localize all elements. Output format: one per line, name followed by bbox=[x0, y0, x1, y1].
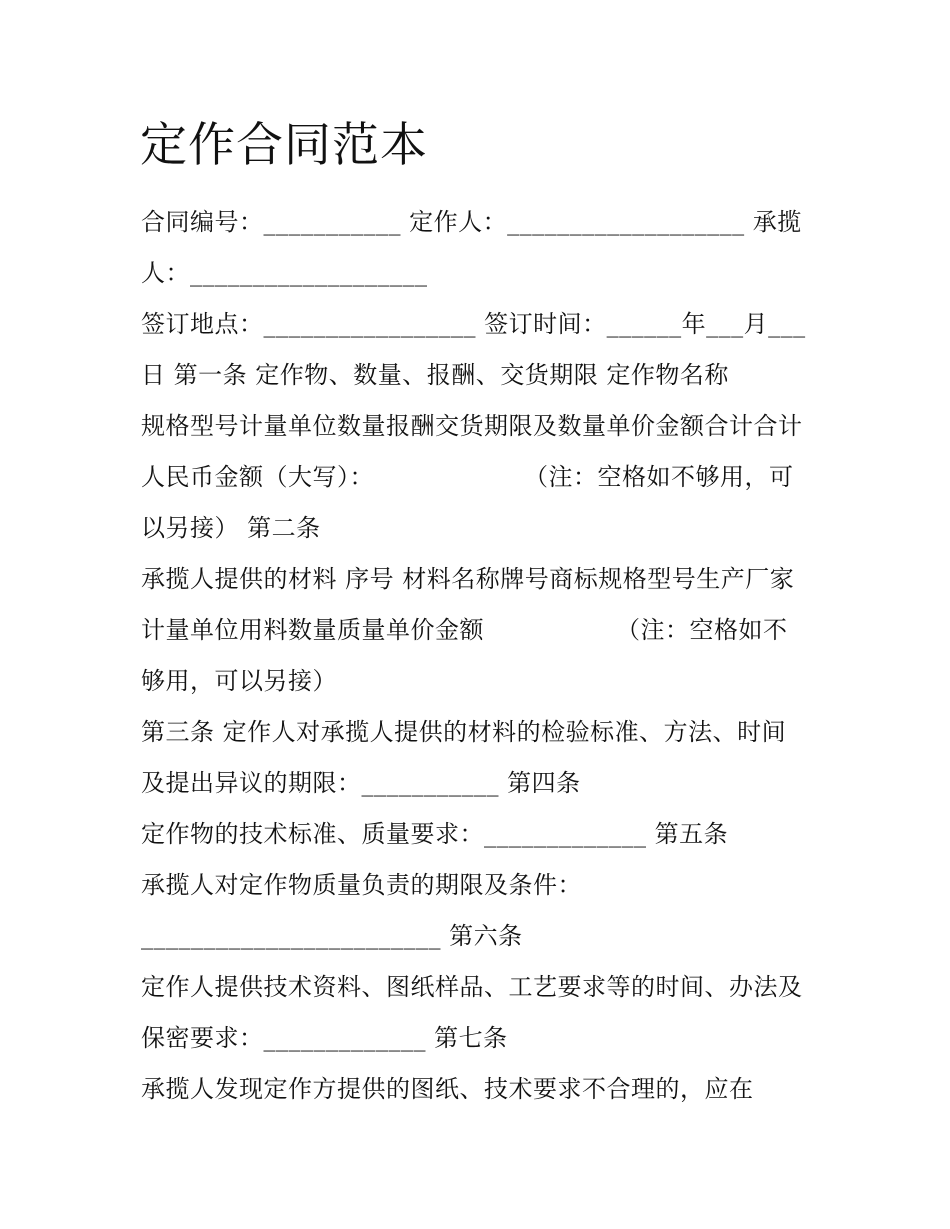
line-article-1: 日 第一条 定作物、数量、报酬、交货期限 定作物名称 bbox=[141, 361, 729, 389]
line-rmb-amount bbox=[141, 460, 794, 494]
line-article-6-start: ________________________ 第六条 bbox=[141, 922, 523, 950]
line-contractor: 人：___________________ bbox=[141, 259, 428, 287]
document-title: 定作合同范本 bbox=[140, 118, 428, 173]
line-article-7-body: 承揽人发现定作方提供的图纸、技术要求不合理的，应在 bbox=[141, 1075, 754, 1103]
line-article-5-body: 承揽人对定作物质量负责的期限及条件： bbox=[141, 871, 582, 899]
materials-cols-label: 计量单位用料数量质量单价金额 bbox=[141, 616, 484, 644]
note-blank-1: （注：空格如不够用，可 bbox=[524, 463, 794, 491]
line-article-7-start: 保密要求：_____________ 第七条 bbox=[141, 1024, 508, 1052]
line-article-5-start: 定作物的技术标准、质量要求：_____________ 第五条 bbox=[141, 820, 729, 848]
line-materials: 承揽人提供的材料 序号 材料名称牌号商标规格型号生产厂家 bbox=[141, 565, 795, 593]
line-article-6-body: 定作人提供技术资料、图纸样品、工艺要求等的时间、办法及 bbox=[141, 973, 803, 1001]
line-article-3: 第三条 定作人对承揽人提供的材料的检验标准、方法、时间 bbox=[141, 718, 787, 746]
line-table-headers-1: 规格型号计量单位数量报酬交货期限及数量单价金额合计合计 bbox=[141, 412, 803, 440]
line-signing-place-time: 签订地点：_________________ 签订时间：______年___月___ bbox=[141, 310, 806, 338]
line-contract-number: 合同编号：___________ 定作人：___________________ 承揽 bbox=[141, 208, 802, 236]
line-article-2-start: 以另接） 第二条 bbox=[141, 514, 321, 542]
line-materials-cols bbox=[141, 613, 788, 647]
line-article-4-start: 及提出异议的期限：___________ 第四条 bbox=[141, 769, 581, 797]
rmb-amount-label: 人民币金额（大写）： bbox=[141, 463, 374, 491]
line-note-continue: 够用，可以另接） bbox=[141, 667, 337, 695]
note-blank-2: （注：空格如不 bbox=[616, 616, 788, 644]
